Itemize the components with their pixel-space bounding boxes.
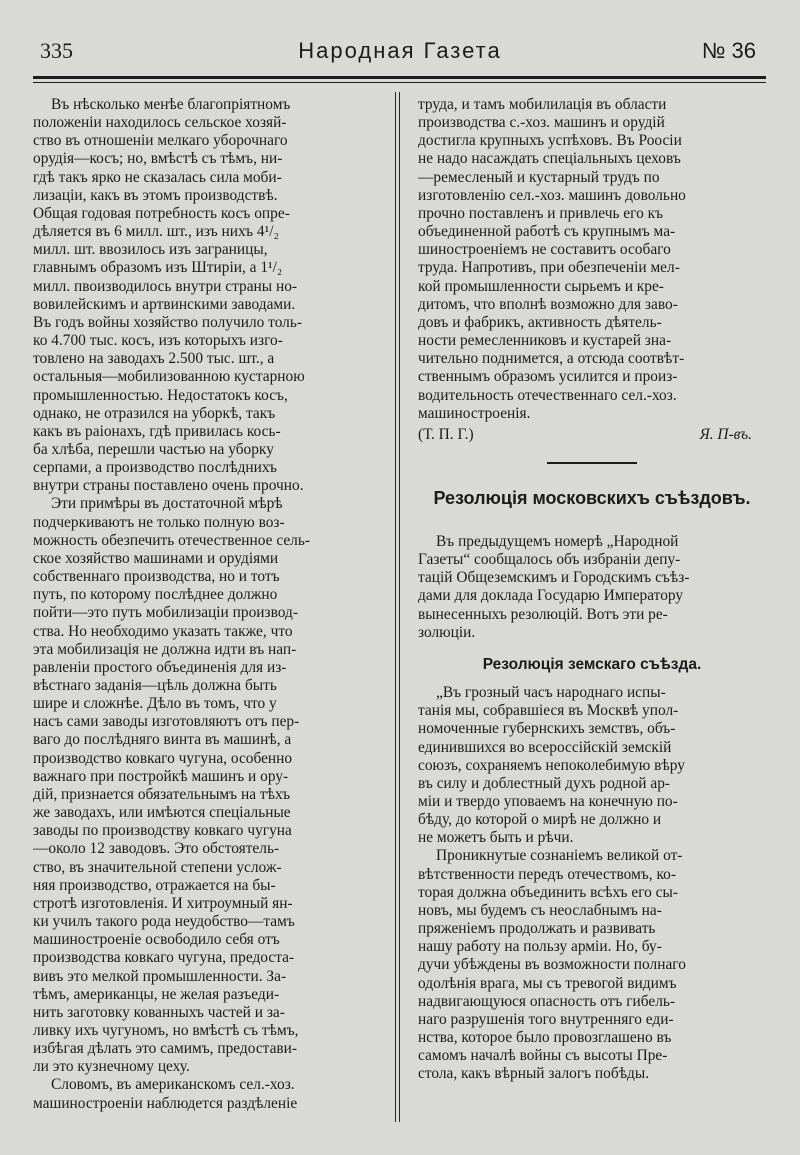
text-line: торая должна объединить всѣхъ его сы-	[418, 883, 678, 901]
text-line: эта мобилизація не должна идти въ нап-	[33, 640, 297, 658]
source-note: (Т. П. Г.)	[418, 425, 474, 443]
text-line: важнаго при постройкѣ машинъ и ору-	[33, 767, 289, 785]
text-line: милл. шт. ввозилось изъ заграницы,	[33, 241, 268, 259]
text-line: Въ предыдущемъ номерѣ „Народной	[436, 532, 679, 550]
text-line: нить заготовку кованныхъ частей и за-	[33, 1003, 285, 1021]
text-line: новъ, мы будемъ съ неослабнымъ на-	[418, 901, 662, 919]
text-line: довъ и фабрикъ, активность дѣятель-	[418, 313, 662, 331]
text-line: заводы по производству ковкаго чугуна	[33, 822, 292, 840]
text-line: внутри страны поставлено очень прочно.	[33, 477, 304, 495]
text-line: собственнаго производства, но и тотъ	[33, 568, 280, 586]
text-line: самомъ началѣ войны съ высоты Пре-	[418, 1047, 668, 1065]
text-line: стротѣ изготовленія. И хитроумный ян-	[33, 894, 293, 912]
text-line: машиностроенія.	[418, 404, 531, 422]
text-line: не можетъ быть и рѣчи.	[418, 829, 574, 847]
text-line: вивъ это мелкой промышленности. За-	[33, 967, 287, 985]
text-line: машиностроеніе освободило себя отъ	[33, 931, 280, 949]
text-line: труда. Напротивъ, при обезпеченіи мел-	[418, 259, 680, 277]
text-line: милл. пвоизводилось внутри страны но-	[33, 277, 298, 295]
text-line: ли это кузнечному цеху.	[33, 1058, 190, 1076]
text-line: ство въ отношеніи мелкаго уборочнаго	[33, 132, 288, 150]
text-line: однако, не отразился на уборкѣ, такъ	[33, 404, 276, 422]
text-line: ко 4.700 тыс. косъ, изъ которыхъ изго-	[33, 332, 283, 350]
text-line: дій, признается обязательнымъ на тѣхъ	[33, 785, 291, 803]
text-line: ки училъ такого рода неудобство—тамъ	[33, 913, 295, 931]
text-line: Общая годовая потребность косъ опре-	[33, 204, 290, 222]
author-signature: Я. П-въ.	[699, 425, 752, 443]
column-divider	[395, 92, 396, 1122]
text-line: пойти—это путь мобилизаціи производ-	[33, 604, 298, 622]
page-number: 335	[40, 38, 73, 63]
text-line: шире и сложнѣе. Дѣло въ томъ, что у	[33, 695, 277, 713]
text-line: наго разрушенія того внутренняго еди-	[418, 1010, 674, 1028]
text-line: какъ въ раіонахъ, гдѣ привилась кось-	[33, 422, 281, 440]
signature-line	[418, 426, 766, 444]
header-rule-thick	[33, 76, 766, 79]
text-line: ское хозяйство машинами и орудіями	[33, 549, 279, 567]
text-line: шиностроеніемъ не составитъ особаго	[418, 241, 671, 259]
text-line: труда, и тамъ мобилилація въ области	[418, 96, 667, 113]
text-line: избѣгая дѣлать это самимъ, предостави-	[33, 1040, 298, 1058]
text-line: стола, какъ вѣрный залогъ побѣды.	[418, 1065, 650, 1083]
text-line: „Въ грозный часъ народнаго испы-	[436, 684, 666, 702]
text-line: производства ковкаго чугуна, предоста-	[33, 949, 295, 967]
text-line: водительность отечественнаго сел.-хоз.	[418, 386, 677, 404]
section-divider	[547, 462, 637, 464]
text-line: дами для доклада Государю Императору	[418, 587, 684, 605]
text-line: —ремесленый и кустарный трудъ по	[418, 168, 660, 186]
text-line: вовилейскимъ и артвинскими заводами.	[33, 295, 296, 313]
text-line: не надо насаждать спеціальныхъ цеховъ	[418, 150, 681, 168]
text-line: путь, по которому послѣднее должно	[33, 586, 278, 604]
text-line: объединенной работѣ съ крупнымъ ма-	[418, 223, 676, 241]
text-line: главнымъ образомъ изъ Штиріи, а 1¹/₂	[33, 259, 283, 277]
text-line: Эти примѣры въ достаточной мѣрѣ	[51, 495, 283, 513]
text-line: Газеты“ сообщалось объ избраніи депу-	[418, 551, 681, 569]
text-line: ство, въ значительной степени услож-	[33, 858, 282, 876]
article-heading: Резолюція московскихъ съѣздовъ.	[433, 487, 751, 508]
text-line: прочно поставленъ и привлечь его къ	[418, 204, 664, 222]
text-line: производства с.-хоз. машинъ и орудій	[418, 114, 665, 132]
text-line: кой промышленности сырьемъ и кре-	[418, 277, 664, 295]
text-line: —около 12 заводовъ. Это обстоятель-	[33, 840, 280, 858]
text-line: бѣду, до которой о мирѣ не должно и	[418, 811, 662, 829]
text-line: нства, которое было провозглашено въ	[418, 1029, 672, 1047]
text-line: няя производство, отражается на бы-	[33, 876, 276, 894]
header-rule-thin	[33, 82, 766, 83]
text-line: вѣтственности передъ отечествомъ, ко-	[418, 865, 676, 883]
text-line: номоченные губернскихъ земствъ, объ-	[418, 720, 676, 738]
text-line: чительно поднимется, а отсюда соотвѣт-	[418, 350, 685, 368]
text-line: дучи убѣждены въ возможности полнаго	[418, 956, 686, 974]
text-line: союзъ, сохраняемъ непоколебимую вѣру	[418, 756, 685, 774]
text-line: ности ремесленниковъ и кустарей зна-	[418, 332, 672, 350]
text-line: въ силу и доблестный духъ родной ар-	[418, 774, 671, 792]
issue-number: № 36	[701, 38, 756, 63]
text-line: Проникнутые сознаніемъ великой от-	[436, 847, 683, 865]
text-line: машиностроеніи наблюдется раздѣленіе	[33, 1094, 298, 1112]
text-line: изготовленію сел.-хоз. машинъ довольно	[418, 186, 686, 204]
text-line: тацій Общеземскимъ и Городскимъ съѣз-	[418, 569, 690, 587]
text-line: товлено на заводахъ 2.500 тыс. шт., а	[33, 350, 275, 368]
text-line: орудія—косъ; но, вмѣстѣ съ тѣмъ, ни-	[33, 150, 283, 168]
text-line: лизаціи, какъ въ этомъ производствѣ.	[33, 186, 278, 204]
text-line: насъ сами заводы изготовляютъ отъ пер-	[33, 713, 300, 731]
text-line: остальныя—мобилизованною кустарною	[33, 368, 305, 386]
text-line: одолѣнія врага, мы съ тревогой видимъ	[418, 974, 677, 992]
text-line: ливку ихъ чугуномъ, но вмѣстѣ съ тѣмъ,	[33, 1021, 299, 1039]
text-line: Словомъ, въ американскомъ сел.-хоз.	[51, 1076, 295, 1094]
column-divider-inner	[399, 92, 400, 1122]
text-line: подчеркиваютъ не только полную воз-	[33, 513, 285, 531]
page-header	[0, 30, 800, 70]
text-line: ственнымъ образомъ усилится и произ-	[418, 368, 678, 386]
text-line: вѣстнаго заданія—цѣль должна быть	[33, 677, 277, 694]
text-line: можность обезпечить отечественное сель-	[33, 531, 310, 549]
text-line: производство ковкаго чугуна, особенно	[33, 749, 293, 767]
text-line: промышленностью. Недостатокъ косъ,	[33, 386, 288, 404]
text-line: надвигающуюся опасность отъ гибель-	[418, 992, 676, 1010]
text-line: же заводахъ, или имѣются спеціальные	[33, 804, 291, 822]
text-line: тѣмъ, американцы, не желая разъеди-	[33, 985, 280, 1003]
newspaper-title: Народная Газета	[298, 38, 502, 63]
text-line: дѣляется въ 6 милл. шт., изъ нихъ 4¹/₂	[33, 223, 279, 241]
text-line: вынесенныхъ резолюцій. Вотъ эти ре-	[418, 605, 668, 623]
text-line: Въ годъ войны хозяйство получило толь-	[33, 313, 303, 331]
text-line: единившихся во всероссійскій земскій	[418, 738, 672, 756]
section-subheading: Резолюція земскаго съѣзда.	[482, 655, 702, 673]
text-line: положеніи находилось сельское хозяй-	[33, 114, 287, 132]
text-line: міи и твердо уповаемъ на конечную по-	[418, 793, 678, 810]
text-line: достигла крупныхъ успѣховъ. Въ Роосіи	[418, 132, 682, 150]
text-line: ба хлѣба, перешли частью на уборку	[33, 440, 274, 458]
text-line: пряженіемъ продолжать и развивать	[418, 920, 656, 938]
text-line: нашу работу на пользу арміи. Но, бу-	[418, 938, 662, 956]
text-line: танія мы, собравшіеся въ Москвѣ упол-	[418, 702, 679, 720]
text-line: ваго до послѣдняго винта въ машинѣ, а	[33, 731, 292, 749]
text-line: ства. Но необходимо указать также, что	[33, 622, 293, 640]
text-line: дитомъ, что вполнѣ возможно для заво-	[418, 295, 678, 313]
left-column	[33, 96, 378, 1113]
right-column	[418, 96, 766, 1084]
text-line: Въ нѣсколько менѣе благопріятномъ	[51, 96, 291, 113]
text-line: равленіи простого объединенія для из-	[33, 658, 287, 676]
text-line: серпами, а производство послѣднихъ	[33, 459, 277, 477]
text-line: золюціи.	[418, 623, 476, 641]
text-line: гдѣ такъ ярко не сказалась сила моби-	[33, 168, 282, 186]
